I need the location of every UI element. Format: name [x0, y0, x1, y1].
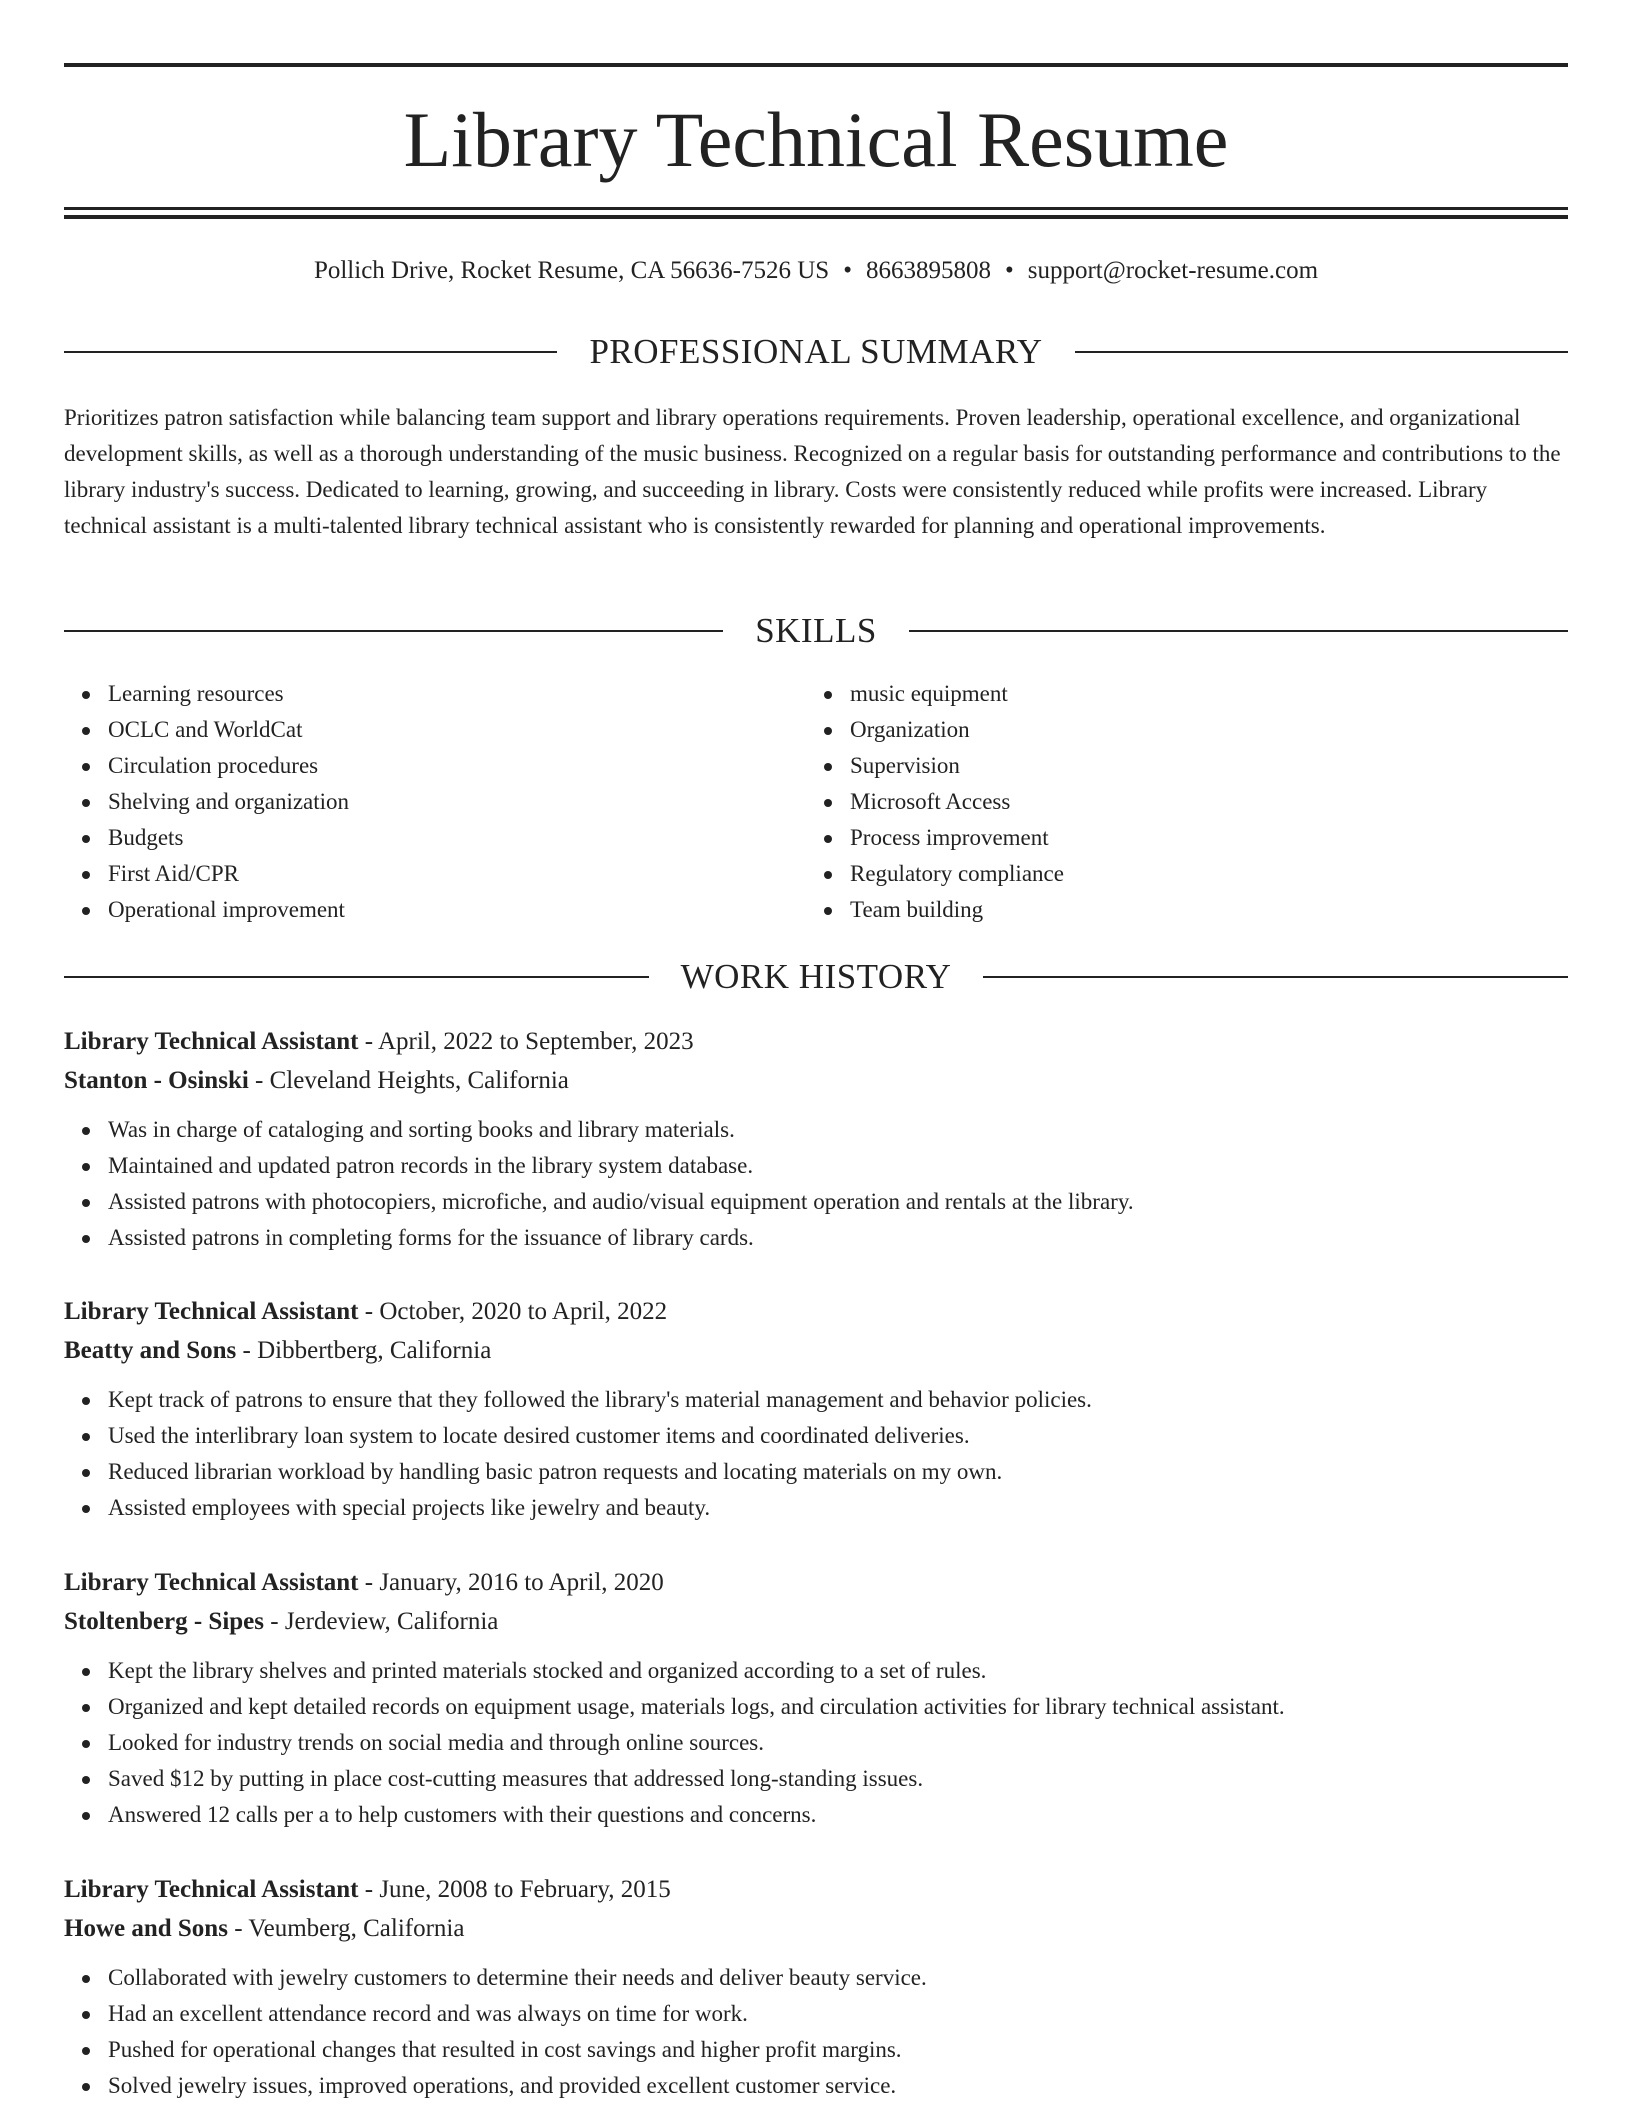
heading-rule — [64, 630, 723, 632]
contact-phone: 8663895808 — [865, 257, 991, 284]
job-separator: - — [358, 1028, 378, 1055]
skill-item: OCLC and WorldCat — [64, 712, 764, 748]
job-separator: - — [248, 1067, 270, 1094]
job-location: Cleveland Heights, California — [269, 1067, 569, 1094]
job-separator: - — [236, 1337, 258, 1364]
skill-item: Learning resources — [64, 676, 764, 712]
skill-item: First Aid/CPR — [64, 856, 764, 892]
contact-address: Pollich Drive, Rocket Resume, CA 56636-7526 US — [313, 257, 830, 284]
job-bullet: Reduced librarian workload by handling basic patron requests and locating materials on my own. — [64, 1454, 1568, 1490]
job-bullet: Maintained and updated patron records in the library system database. — [64, 1148, 1568, 1184]
job-bullets — [64, 1653, 1568, 1833]
contact-line — [64, 255, 1568, 287]
job-dates: April, 2022 to September, 2023 — [377, 1028, 694, 1055]
section-heading-summary — [64, 332, 1568, 372]
skills-list-left — [64, 676, 764, 928]
heading-rule — [1075, 351, 1568, 353]
job-bullet: Was in charge of cataloging and sorting books and library materials. — [64, 1112, 1568, 1148]
job-separator: - — [358, 1298, 380, 1325]
skill-item: Team building — [806, 892, 1506, 928]
job-title: Library Technical Assistant — [64, 1876, 359, 1903]
job-dates: June, 2008 to February, 2015 — [379, 1876, 671, 1903]
contact-email: support@rocket-resume.com — [1027, 257, 1319, 284]
job-location: Dibbertberg, California — [257, 1337, 492, 1364]
heading-rule — [64, 351, 557, 353]
job-separator: - — [264, 1608, 285, 1635]
job-separator: - — [227, 1915, 249, 1942]
job-title-line — [64, 1563, 1568, 1602]
job-bullet: Looked for industry trends on social media and through online sources. — [64, 1725, 1568, 1761]
skill-item: Budgets — [64, 820, 764, 856]
job-location: Veumberg, California — [248, 1915, 465, 1942]
job-bullet: Had an excellent attendance record and was always on time for work. — [64, 1996, 1568, 2032]
skill-item: Supervision — [806, 748, 1506, 784]
resume-title: Library Technical Resume — [403, 96, 1229, 183]
top-rule — [64, 63, 1568, 67]
job-company: Howe and Sons — [64, 1915, 228, 1942]
section-heading-work-history — [64, 957, 1568, 997]
job-company: Stanton - Osinski — [64, 1067, 249, 1094]
job-title: Library Technical Assistant — [64, 1028, 359, 1055]
job-title: Library Technical Assistant — [64, 1569, 359, 1596]
job-bullet: Collaborated with jewelry customers to determine their needs and deliver beauty service. — [64, 1960, 1568, 1996]
skills-column-right — [806, 676, 1506, 928]
job-bullet: Saved $12 by putting in place cost-cutting measures that addressed long-standing issues. — [64, 1761, 1568, 1797]
section-title: PROFESSIONAL SUMMARY — [589, 332, 1043, 371]
job-company-line — [64, 1909, 1568, 1948]
skills-list-right — [806, 676, 1506, 928]
job-company: Beatty and Sons — [64, 1337, 237, 1364]
job-bullet: Pushed for operational changes that resulted in cost savings and higher profit margins. — [64, 2032, 1568, 2068]
job-dates: January, 2016 to April, 2020 — [379, 1569, 664, 1596]
skill-item: Regulatory compliance — [806, 856, 1506, 892]
contact-separator: • — [1004, 257, 1014, 284]
skill-item: Shelving and organization — [64, 784, 764, 820]
skill-item: Operational improvement — [64, 892, 764, 928]
job-bullets — [64, 1112, 1568, 1256]
job-entry — [64, 1870, 1568, 2104]
section-heading-skills — [64, 611, 1568, 651]
job-separator: - — [358, 1569, 380, 1596]
skill-item: music equipment — [806, 676, 1506, 712]
job-company-line — [64, 1061, 1568, 1100]
job-bullet: Assisted employees with special projects like jewelry and beauty. — [64, 1490, 1568, 1526]
job-title-line — [64, 1292, 1568, 1331]
job-entry — [64, 1292, 1568, 1526]
section-title: WORK HISTORY — [680, 957, 952, 996]
skill-item: Process improvement — [806, 820, 1506, 856]
job-bullet: Used the interlibrary loan system to locate desired customer items and coordinated deliveries. — [64, 1418, 1568, 1454]
job-bullet: Solved jewelry issues, improved operations, and provided excellent customer service. — [64, 2068, 1568, 2104]
job-bullet: Assisted patrons with photocopiers, microfiche, and audio/visual equipment operation and rentals at the library. — [64, 1184, 1568, 1220]
job-title: Library Technical Assistant — [64, 1298, 359, 1325]
job-bullet: Assisted patrons in completing forms for the issuance of library cards. — [64, 1220, 1568, 1256]
job-entry — [64, 1563, 1568, 1833]
job-company-line — [64, 1602, 1568, 1641]
job-bullet: Answered 12 calls per a to help customers with their questions and concerns. — [64, 1797, 1568, 1833]
job-bullets — [64, 1960, 1568, 2104]
job-bullet: Kept the library shelves and printed materials stocked and organized according to a set of rules. — [64, 1653, 1568, 1689]
job-title-line — [64, 1870, 1568, 1909]
job-bullets — [64, 1382, 1568, 1526]
heading-rule — [64, 976, 649, 978]
title-rule-upper — [64, 207, 1568, 210]
job-entry — [64, 1022, 1568, 1256]
heading-rule — [909, 630, 1568, 632]
contact-separator: • — [843, 257, 852, 284]
title-rule-lower — [64, 215, 1568, 219]
section-title: SKILLS — [755, 611, 877, 650]
job-dates: October, 2020 to April, 2022 — [379, 1298, 668, 1325]
skill-item: Organization — [806, 712, 1506, 748]
heading-rule — [983, 976, 1568, 978]
job-location: Jerdeview, California — [284, 1608, 499, 1635]
job-bullet: Kept track of patrons to ensure that they followed the library's material management and behavior policies. — [64, 1382, 1568, 1418]
skills-column-left — [64, 676, 764, 928]
job-company-line — [64, 1331, 1568, 1370]
skill-item: Microsoft Access — [806, 784, 1506, 820]
job-separator: - — [358, 1876, 380, 1903]
job-company: Stoltenberg - Sipes — [64, 1608, 264, 1635]
skill-item: Circulation procedures — [64, 748, 764, 784]
summary-text: Prioritizes patron satisfaction while balancing team support and library operations requirements. Proven leadership, operational excellence, and organizational development skills, as well as a thorough understanding of the music business. Recognized on a regular basis for outstanding performance and contributions to the library industry's success. Dedicated to learning, growing, and succeeding in library. Costs were consistently reduced while profits were increased. Library technical assistant is a multi-talented library technical assistant who is consistently rewarded for planning and operational improvements. — [64, 405, 1561, 538]
job-bullet: Organized and kept detailed records on equipment usage, materials logs, and circulation activities for library technical assistant. — [64, 1689, 1568, 1725]
job-title-line — [64, 1022, 1568, 1061]
